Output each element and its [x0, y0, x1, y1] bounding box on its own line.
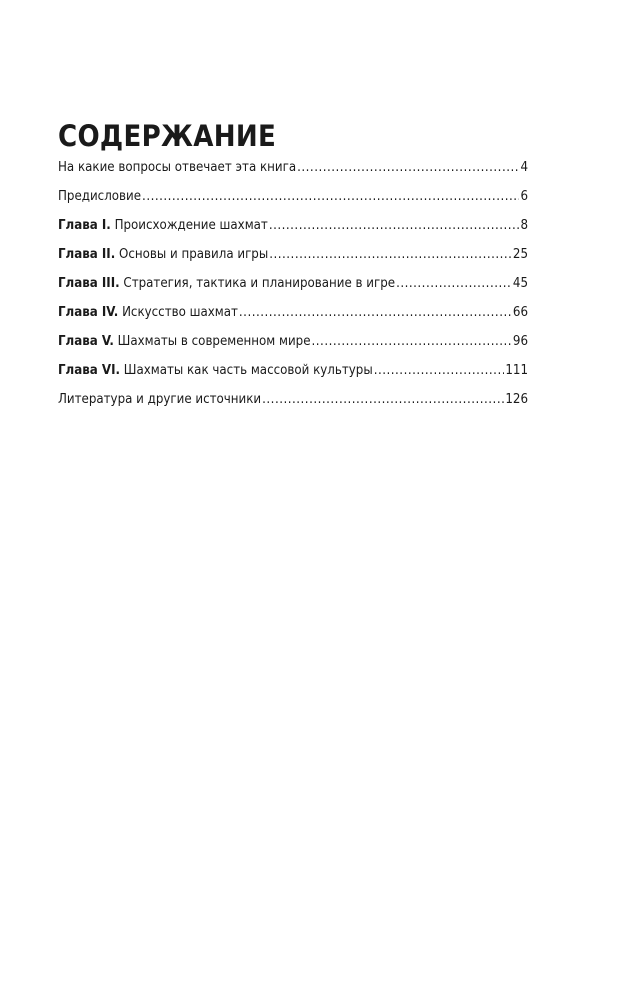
toc-entry-bibliography[interactable]	[58, 390, 528, 419]
dot-leader	[239, 303, 512, 323]
toc-entry-title: Основы и правила игры	[115, 247, 269, 262]
toc-entry-title: Шахматы как часть массовой культуры	[120, 363, 373, 378]
dot-leader	[269, 216, 520, 236]
toc-chapter-number: Глава IV.	[58, 305, 119, 320]
toc-entry-title: Искусство шахмат	[118, 305, 238, 320]
toc-list	[58, 158, 528, 419]
toc-entry-chapter-5[interactable]	[58, 332, 528, 361]
toc-entry-label	[58, 303, 238, 323]
toc-entry-label	[58, 332, 311, 352]
toc-entry-title: Литература и другие источники	[58, 392, 262, 407]
toc-entry-label	[58, 361, 373, 381]
toc-entry-title: Происхождение шахмат	[110, 218, 268, 233]
toc-page-number: 25	[512, 247, 528, 262]
toc-entry-label	[58, 274, 395, 294]
toc-entry-chapter-6[interactable]	[58, 361, 528, 390]
toc-chapter-number: Глава V.	[58, 334, 114, 349]
dot-leader	[262, 390, 504, 410]
toc-entry-label	[58, 245, 268, 265]
toc-entry-label	[58, 216, 268, 236]
toc-page-number: 111	[505, 363, 528, 378]
toc-entry-chapter-4[interactable]	[58, 303, 528, 332]
dot-leader	[396, 274, 512, 294]
toc-chapter-number: Глава II.	[58, 247, 116, 262]
toc-entry-questions[interactable]	[58, 158, 528, 187]
table-of-contents	[58, 118, 528, 419]
toc-chapter-number: Глава III.	[58, 276, 120, 291]
toc-entry-label	[58, 158, 296, 178]
dot-leader	[297, 158, 519, 178]
page-title: СОДЕРЖАНИЕ	[58, 119, 277, 153]
dot-leader	[374, 361, 505, 381]
toc-page-number: 4	[520, 160, 528, 175]
toc-entry-preface[interactable]	[58, 187, 528, 216]
toc-entry-title: На какие вопросы отвечает эта книга	[58, 160, 297, 175]
toc-page-number: 126	[505, 392, 528, 407]
toc-page-number: 8	[520, 218, 528, 233]
toc-page-number: 45	[512, 276, 528, 291]
toc-entry-title: Предисловие	[58, 189, 142, 204]
dot-leader	[269, 245, 512, 265]
toc-entry-chapter-2[interactable]	[58, 245, 528, 274]
toc-entry-label	[58, 187, 141, 207]
dot-leader	[312, 332, 512, 352]
toc-chapter-number: Глава I.	[58, 218, 111, 233]
toc-chapter-number: Глава VI.	[58, 363, 120, 378]
toc-page-number: 96	[512, 334, 528, 349]
toc-page-number: 6	[520, 189, 528, 204]
toc-entry-chapter-3[interactable]	[58, 274, 528, 303]
toc-entry-label	[58, 390, 261, 410]
dot-leader	[142, 187, 519, 207]
toc-page-number: 66	[512, 305, 528, 320]
toc-entry-chapter-1[interactable]	[58, 216, 528, 245]
toc-entry-title: Шахматы в современном мире	[113, 334, 311, 349]
toc-entry-title: Стратегия, тактика и планирование в игре	[119, 276, 396, 291]
